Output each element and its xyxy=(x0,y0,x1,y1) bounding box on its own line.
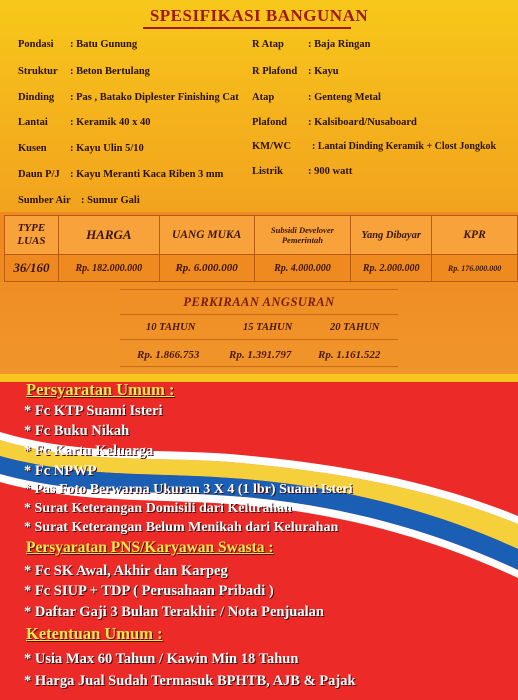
spec-label: Dinding xyxy=(18,92,55,103)
cell-harga: Rp. 182.000.000 xyxy=(58,255,159,282)
umum-item: * Surat Keterangan Belum Menikah dari Kelurahan xyxy=(24,520,339,535)
spec-value: : Kayu Ulin 5/10 xyxy=(70,143,144,154)
col-uang-muka: UANG MUKA xyxy=(159,216,254,255)
spec-label: Kusen xyxy=(18,143,47,154)
cell-type: 36/160 xyxy=(5,255,59,282)
pns-item: * Daftar Gaji 3 Bulan Terakhir / Nota Penjualan xyxy=(24,604,324,620)
ketentuan-item: * Harga Jual Sudah Termasuk BPHTB, AJB & Pajak xyxy=(24,673,356,689)
col-subsidi xyxy=(254,216,351,255)
cell-kpr: Rp. 176.000.000 xyxy=(432,255,518,282)
term-15: 15 TAHUN xyxy=(243,322,293,333)
spec-value: : Lantai Dinding Keramik + Clost Jongkok xyxy=(312,141,497,152)
spec-label: Sumber Air xyxy=(18,195,71,206)
spec-title: SPESIFIKASI BANGUNAN xyxy=(149,6,369,25)
spec-section xyxy=(0,0,518,213)
cell-dibayar: Rp. 2.000.000 xyxy=(351,255,432,282)
spec-value: : Beton Bertulang xyxy=(70,66,150,77)
umum-item: * Fc Buku Nikah xyxy=(24,423,130,439)
spec-label: Plafond xyxy=(252,117,288,128)
installment-title: PERKIRAAN ANGSURAN xyxy=(183,295,335,309)
pns-item: * Fc SK Awal, Akhir dan Karpeg xyxy=(24,563,228,579)
umum-item: * Fc NPWP xyxy=(24,463,97,479)
col-yang-dibayar: Yang Dibayar xyxy=(351,216,432,255)
cell-subsidi: Rp. 4.000.000 xyxy=(254,255,351,282)
spec-label: Struktur xyxy=(18,66,58,77)
price-table-value-row xyxy=(5,255,518,282)
umum-heading: Persyaratan Umum : xyxy=(26,380,175,399)
spec-value: : Kayu Meranti Kaca Riben 3 mm xyxy=(70,169,224,180)
spec-value: : Kalsiboard/Nusaboard xyxy=(308,117,417,128)
spec-label: R Plafond xyxy=(252,66,298,77)
spec-value: : Keramik 40 x 40 xyxy=(70,117,151,128)
umum-item: * Fc Kartu Keluarga xyxy=(24,443,154,459)
amount-20: Rp. 1.161.522 xyxy=(318,349,381,361)
spec-value: : Baja Ringan xyxy=(308,39,371,50)
col-type-luas xyxy=(5,216,59,255)
term-10: 10 TAHUN xyxy=(146,322,196,333)
umum-item: * Surat Keterangan Domisili dari Kelurahan xyxy=(24,501,292,516)
spec-value: : 900 watt xyxy=(308,166,353,177)
type-header-line1: TYPE xyxy=(17,222,46,234)
umum-item: * Pas Foto Berwarna Ukuran 3 X 4 (1 lbr) Suami Isteri xyxy=(24,482,353,497)
spec-label: Listrik xyxy=(252,166,283,177)
subsidi-header-line2: Pemerintah xyxy=(281,235,323,245)
spec-value: : Kayu xyxy=(308,66,339,77)
pns-item: * Fc SIUP + TDP ( Perusahaan Pribadi ) xyxy=(24,583,274,599)
type-header-line2: LUAS xyxy=(17,235,46,247)
col-harga: HARGA xyxy=(58,216,159,255)
spec-value: : Genteng Metal xyxy=(308,92,381,103)
installment-top-line xyxy=(120,289,398,290)
spec-value: : Batu Gunung xyxy=(70,39,138,50)
price-table-header-row xyxy=(5,216,518,255)
ketentuan-item: * Usia Max 60 Tahun / Kawin Min 18 Tahun xyxy=(24,651,299,667)
ketentuan-heading: Ketentuan Umum : xyxy=(26,624,163,643)
spec-label: R Atap xyxy=(252,39,284,50)
cell-uang-muka: Rp. 6.000.000 xyxy=(159,255,254,282)
amount-15: Rp. 1.391.797 xyxy=(229,349,292,361)
spec-label: Pondasi xyxy=(18,39,54,50)
spec-label: KM/WC xyxy=(252,141,292,152)
subsidi-header-line1: Subsidi Develover xyxy=(270,225,334,235)
installment-mid-line xyxy=(120,339,398,340)
umum-item: * Fc KTP Suami Isteri xyxy=(24,403,163,419)
spec-label: Atap xyxy=(252,92,275,103)
price-table xyxy=(4,215,518,282)
pns-heading: Persyaratan PNS/Karyawan Swasta : xyxy=(26,539,274,556)
installment-title-line xyxy=(120,314,398,315)
spec-value: : Sumur Gali xyxy=(81,195,140,206)
spec-title-underline xyxy=(143,27,351,29)
spec-label: Daun P/J xyxy=(18,169,60,180)
spec-label: Lantai xyxy=(18,117,48,128)
amount-10: Rp. 1.866.753 xyxy=(137,349,200,361)
col-kpr: KPR xyxy=(432,216,518,255)
installment-bottom-line xyxy=(120,366,398,367)
term-20: 20 TAHUN xyxy=(330,322,380,333)
spec-value: : Pas , Batako Diplester Finishing Cat xyxy=(70,92,239,103)
